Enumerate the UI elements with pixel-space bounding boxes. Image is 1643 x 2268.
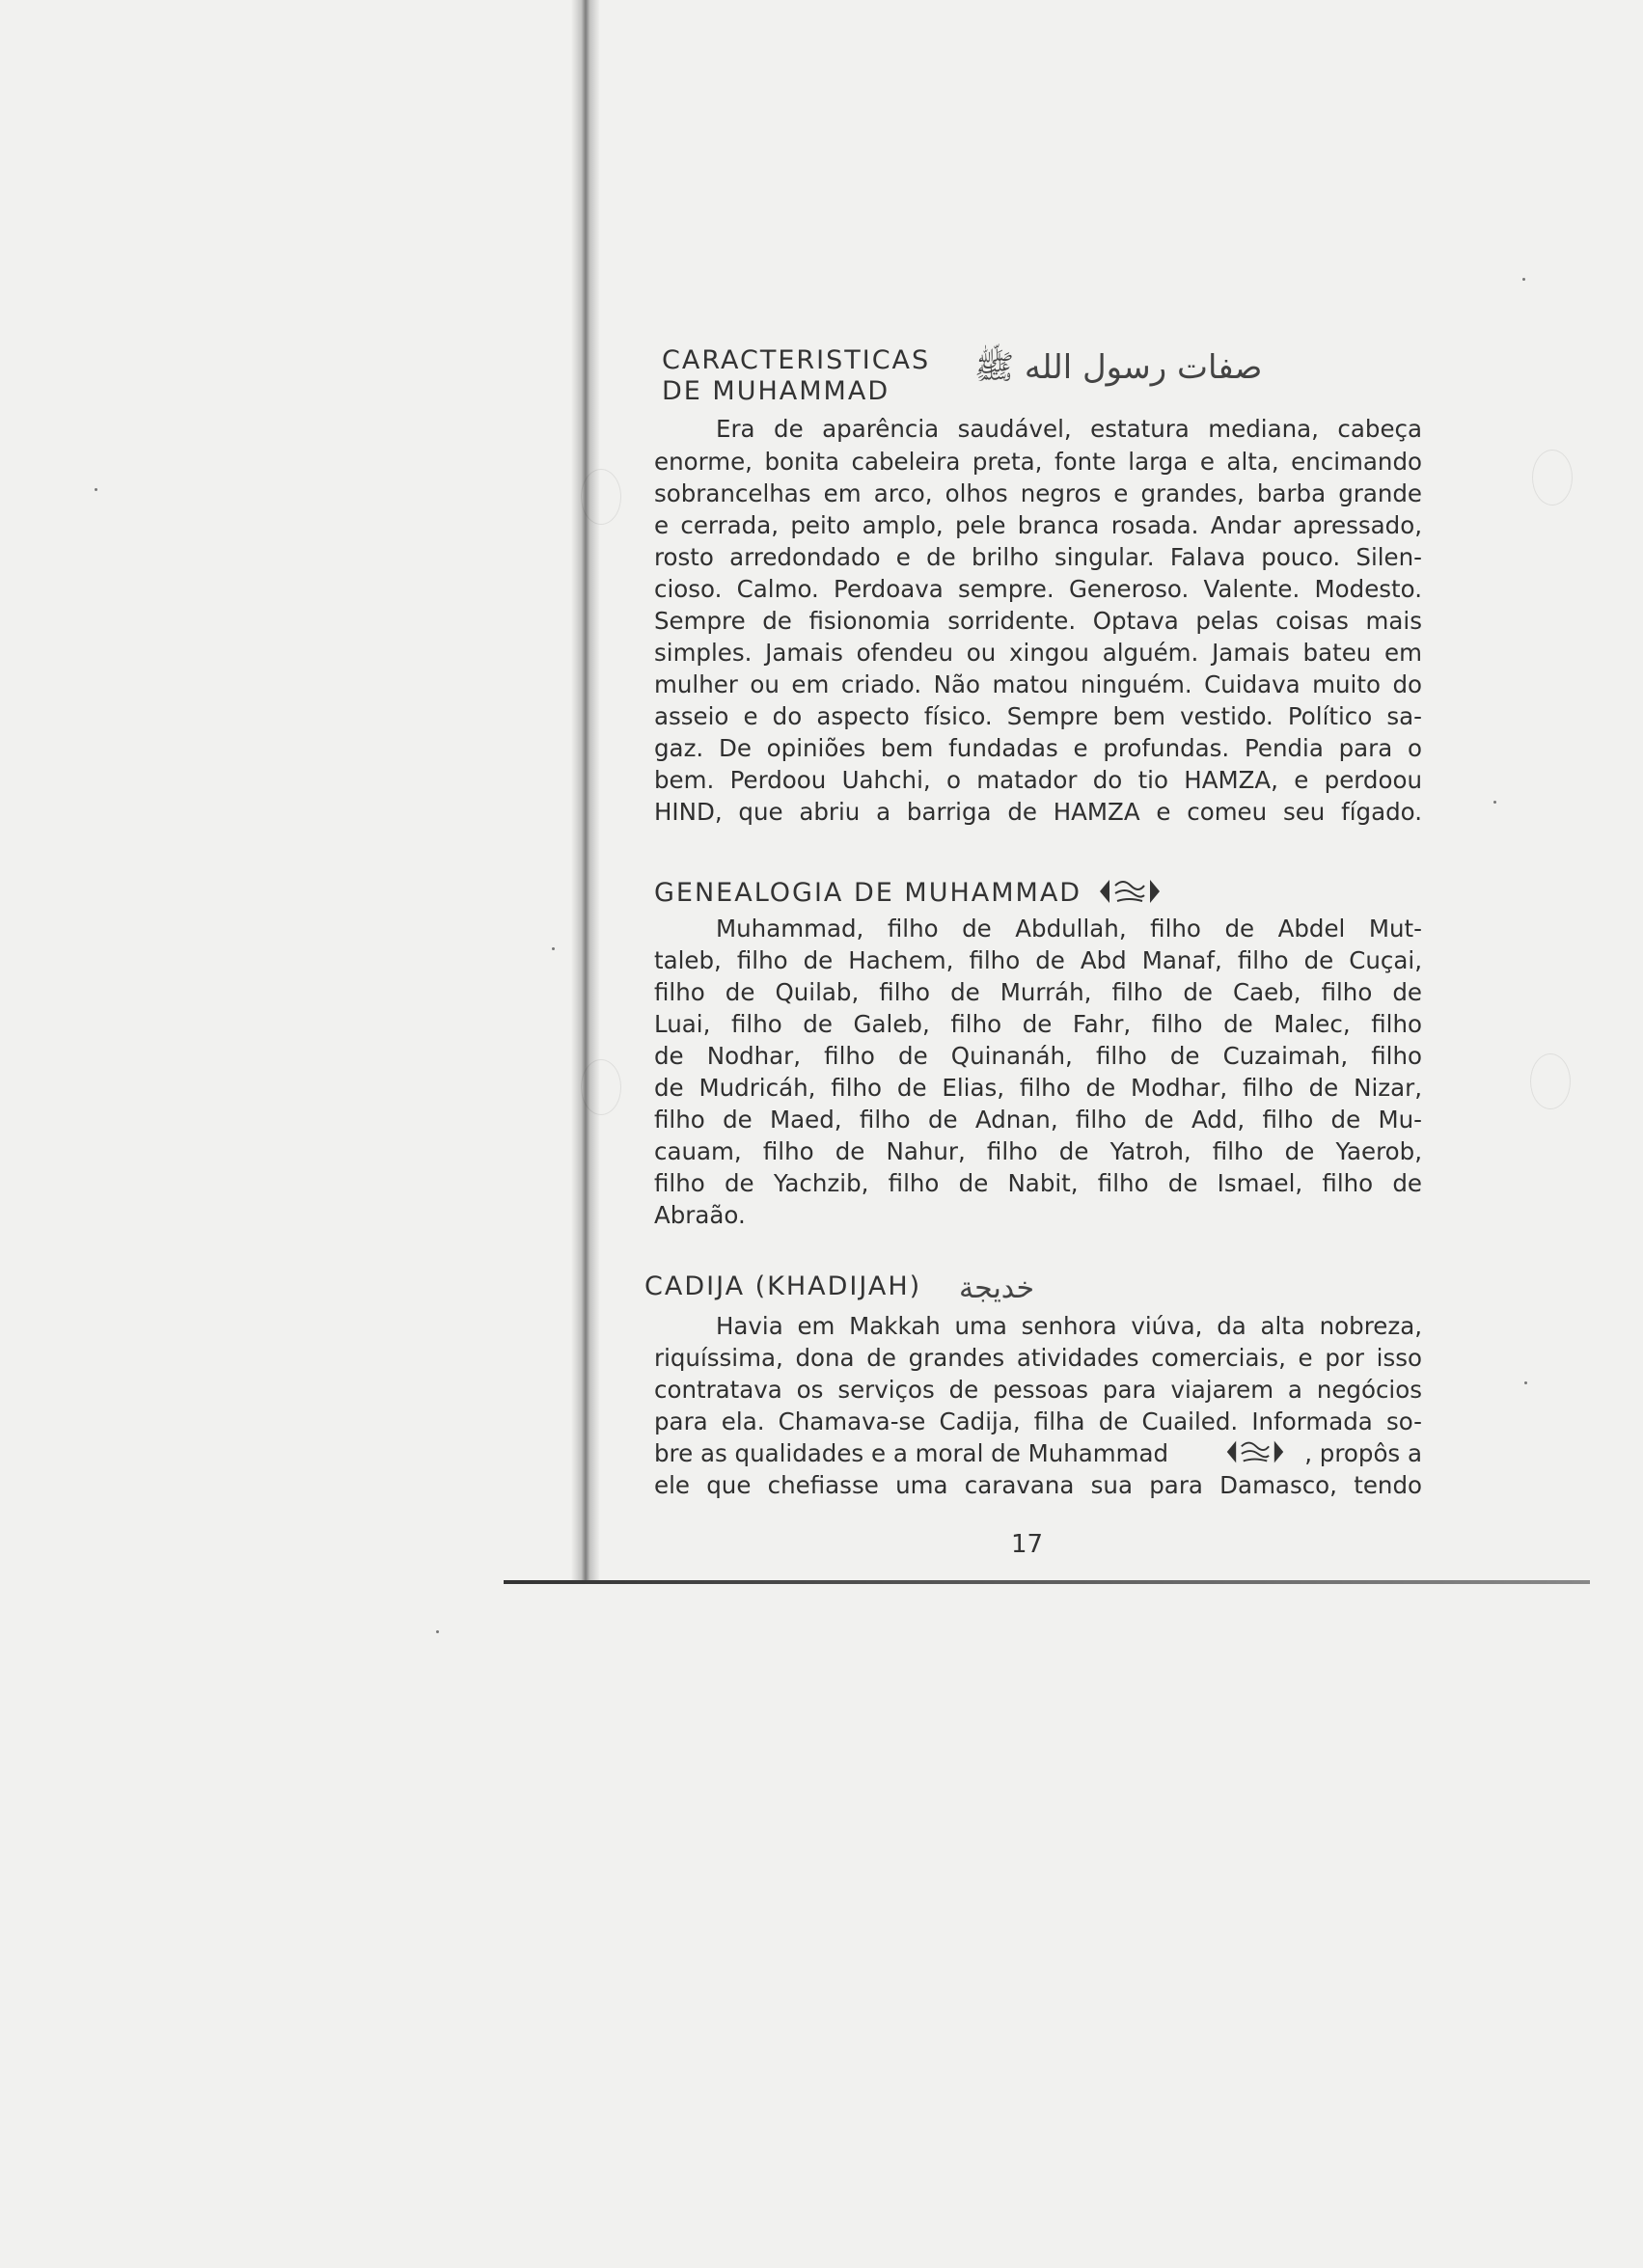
dust-speck	[95, 488, 97, 491]
text-line: HIND, que abriu a barriga de HAMZA e comeu seu fígado.	[654, 798, 1422, 826]
section-title-cadija	[644, 1271, 921, 1301]
text-line: riquíssima, dona de grandes atividades comerciais, e por isso	[654, 1344, 1422, 1372]
text-line: mulher ou em criado. Não matou ninguém. Cuidava muito do	[654, 670, 1422, 698]
text-line: , propôs a	[1304, 1439, 1422, 1467]
text-line: filho de Quilab, filho de Murráh, filho de Caeb, filho de	[654, 978, 1422, 1006]
text-line: taleb, filho de Hachem, filho de Abd Manaf, filho de Cuçai,	[654, 946, 1422, 974]
text-line: sobrancelhas em arco, olhos negros e grandes, barba grande	[654, 479, 1422, 507]
margin-hole-mark	[1530, 1053, 1571, 1109]
dust-speck	[1522, 278, 1525, 281]
title-text: GENEALOGIA DE MUHAMMAD	[654, 878, 1082, 908]
title-text: CADIJA (KHADIJAH)	[644, 1271, 922, 1301]
text-line: Muhammad, filho de Abdullah, filho de Abdel Mut-	[716, 915, 1422, 943]
text-line: de Mudricáh, filho de Elias, filho de Modhar, filho de Nizar,	[654, 1074, 1422, 1102]
salutation-seal-icon	[1096, 874, 1164, 909]
dust-speck	[1524, 1381, 1527, 1384]
text-line: de Nodhar, filho de Quinanáh, filho de Cuzaimah, filho	[654, 1042, 1422, 1070]
section-title-genealogia	[654, 878, 1082, 908]
text-line: asseio e do aspecto físico. Sempre bem vestido. Político sa-	[654, 702, 1422, 730]
dust-speck	[436, 1630, 439, 1633]
text-line: gaz. De opiniões bem fundadas e profundas. Pendia para o	[654, 734, 1422, 762]
arabic-name: خديجة	[959, 1271, 1035, 1305]
text-line: enorme, bonita cabeleira preta, fonte larga e alta, encimando	[654, 448, 1422, 476]
salutation-seal-icon	[1223, 1435, 1287, 1468]
dust-speck	[552, 947, 555, 950]
arabic-heading: صفات رسول الله ﷺ	[974, 348, 1263, 387]
binding-hole	[581, 1059, 621, 1115]
text-line: Luai, filho de Galeb, filho de Fahr, filho de Malec, filho	[654, 1010, 1422, 1038]
text-line: rosto arredondado e de brilho singular. Falava pouco. Silen-	[654, 543, 1422, 571]
binding-hole	[581, 469, 621, 525]
text-line: ele que chefiasse uma caravana sua para Damasco, tendo	[654, 1471, 1422, 1499]
text-line: Era de aparência saudável, estatura mediana, cabeça	[716, 415, 1422, 443]
text-line: para ela. Chamava-se Cadija, filha de Cuailed. Informada so-	[654, 1407, 1422, 1435]
text-line: contratava os serviços de pessoas para viajarem a negócios	[654, 1376, 1422, 1404]
text-line: cauam, filho de Nahur, filho de Yatroh, filho de Yaerob,	[654, 1137, 1422, 1165]
text-line: bem. Perdoou Uahchi, o matador do tio HAMZA, e perdoou	[654, 766, 1422, 794]
title-line: DE MUHAMMAD	[662, 376, 890, 406]
text-line: bre as qualidades e a moral de Muhammad	[654, 1439, 1169, 1467]
text-line: filho de Maed, filho de Adnan, filho de Add, filho de Mu-	[654, 1106, 1422, 1134]
section-title-caracteristicas	[662, 345, 930, 407]
margin-hole-mark	[1532, 450, 1573, 506]
book-spine-shadow	[571, 0, 600, 1582]
text-line: e cerrada, peito amplo, pele branca rosada. Andar apressado,	[654, 511, 1422, 539]
page-bottom-edge	[504, 1580, 1590, 1584]
dust-speck	[1493, 801, 1496, 804]
title-line: CARACTERISTICAS	[662, 345, 931, 375]
text-line: simples. Jamais ofendeu ou xingou alguém. Jamais bateu em	[654, 639, 1422, 667]
text-line: Havia em Makkah uma senhora viúva, da alta nobreza,	[716, 1312, 1422, 1340]
text-line: Sempre de fisionomia sorridente. Optava pelas coisas mais	[654, 607, 1422, 635]
text-line: Abraão.	[654, 1201, 746, 1229]
page-number: 17	[1011, 1530, 1044, 1559]
text-line: cioso. Calmo. Perdoava sempre. Generoso. Valente. Modesto.	[654, 575, 1422, 603]
text-line: filho de Yachzib, filho de Nabit, filho de Ismael, filho de	[654, 1169, 1422, 1197]
